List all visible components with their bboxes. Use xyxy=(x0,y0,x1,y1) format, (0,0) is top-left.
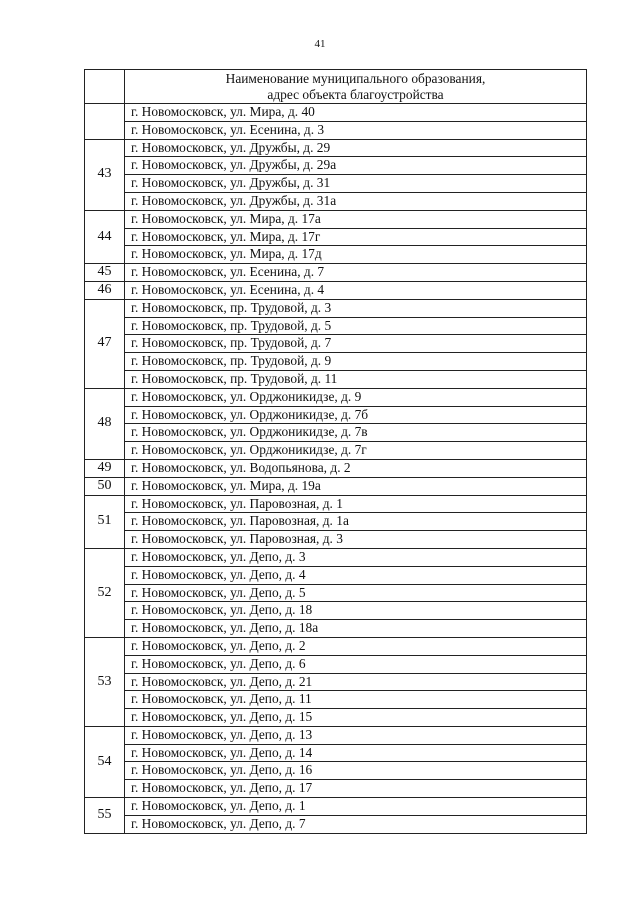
address-cell: г. Новомосковск, ул. Депо, д. 4 xyxy=(125,566,587,584)
address-cell: г. Новомосковск, ул. Орджоникидзе, д. 9 xyxy=(125,388,587,406)
address-cell: г. Новомосковск, ул. Депо, д. 15 xyxy=(125,709,587,727)
address-cell: г. Новомосковск, ул. Есенина, д. 4 xyxy=(125,281,587,299)
page-number: 41 xyxy=(314,38,326,50)
address-cell: г. Новомосковск, ул. Депо, д. 17 xyxy=(125,780,587,798)
address-cell: г. Новомосковск, ул. Мира, д. 17г xyxy=(125,228,587,246)
item-number: 46 xyxy=(85,281,125,299)
table-row xyxy=(85,566,587,584)
table-row xyxy=(85,726,587,744)
table-row xyxy=(85,762,587,780)
address-cell: г. Новомосковск, ул. Депо, д. 2 xyxy=(125,637,587,655)
table-row xyxy=(85,798,587,816)
table-row xyxy=(85,175,587,193)
table-row xyxy=(85,709,587,727)
address-cell: г. Новомосковск, ул. Депо, д. 16 xyxy=(125,762,587,780)
table-header-row xyxy=(85,70,587,104)
address-cell: г. Новомосковск, ул. Депо, д. 18 xyxy=(125,602,587,620)
address-cell: г. Новомосковск, ул. Депо, д. 1 xyxy=(125,798,587,816)
address-cell: г. Новомосковск, ул. Депо, д. 6 xyxy=(125,655,587,673)
table-row xyxy=(85,655,587,673)
table-row xyxy=(85,264,587,282)
address-cell: г. Новомосковск, ул. Орджоникидзе, д. 7в xyxy=(125,424,587,442)
address-cell: г. Новомосковск, ул. Есенина, д. 7 xyxy=(125,264,587,282)
address-cell: г. Новомосковск, ул. Мира, д. 17а xyxy=(125,210,587,228)
table-row xyxy=(85,317,587,335)
table-row xyxy=(85,228,587,246)
address-cell: г. Новомосковск, ул. Паровозная, д. 1 xyxy=(125,495,587,513)
address-cell: г. Новомосковск, ул. Депо, д. 13 xyxy=(125,726,587,744)
item-number: 54 xyxy=(85,726,125,797)
item-number xyxy=(85,104,125,140)
address-cell: г. Новомосковск, ул. Дружбы, д. 29а xyxy=(125,157,587,175)
table-row xyxy=(85,513,587,531)
item-number: 45 xyxy=(85,264,125,282)
address-cell: г. Новомосковск, ул. Мира, д. 19а xyxy=(125,477,587,495)
item-number: 47 xyxy=(85,299,125,388)
table-row xyxy=(85,246,587,264)
item-number: 55 xyxy=(85,798,125,834)
table-row xyxy=(85,210,587,228)
table-row xyxy=(85,531,587,549)
table-row xyxy=(85,157,587,175)
address-cell: г. Новомосковск, ул. Депо, д. 11 xyxy=(125,691,587,709)
address-cell: г. Новомосковск, пр. Трудовой, д. 11 xyxy=(125,370,587,388)
table-row xyxy=(85,815,587,833)
address-cell: г. Новомосковск, ул. Депо, д. 3 xyxy=(125,548,587,566)
address-cell: г. Новомосковск, ул. Паровозная, д. 3 xyxy=(125,531,587,549)
item-number: 49 xyxy=(85,459,125,477)
table-row xyxy=(85,388,587,406)
address-cell: г. Новомосковск, ул. Есенина, д. 3 xyxy=(125,121,587,139)
item-number: 52 xyxy=(85,548,125,637)
address-cell: г. Новомосковск, ул. Депо, д. 14 xyxy=(125,744,587,762)
table-row xyxy=(85,477,587,495)
table-row xyxy=(85,192,587,210)
address-cell: г. Новомосковск, пр. Трудовой, д. 7 xyxy=(125,335,587,353)
address-cell: г. Новомосковск, ул. Орджоникидзе, д. 7б xyxy=(125,406,587,424)
address-cell: г. Новомосковск, ул. Дружбы, д. 29 xyxy=(125,139,587,157)
item-number: 50 xyxy=(85,477,125,495)
table-row xyxy=(85,584,587,602)
table-row xyxy=(85,442,587,460)
table-row xyxy=(85,353,587,371)
address-cell: г. Новомосковск, ул. Водопьянова, д. 2 xyxy=(125,459,587,477)
address-cell: г. Новомосковск, ул. Депо, д. 21 xyxy=(125,673,587,691)
table-row xyxy=(85,620,587,638)
item-number: 48 xyxy=(85,388,125,459)
address-cell: г. Новомосковск, ул. Депо, д. 5 xyxy=(125,584,587,602)
table-row xyxy=(85,780,587,798)
address-cell: г. Новомосковск, ул. Депо, д. 7 xyxy=(125,815,587,833)
item-number: 53 xyxy=(85,637,125,726)
number-column-header xyxy=(85,70,125,104)
table-row xyxy=(85,673,587,691)
table-row xyxy=(85,424,587,442)
address-cell: г. Новомосковск, ул. Дружбы, д. 31 xyxy=(125,175,587,193)
item-number: 51 xyxy=(85,495,125,548)
address-cell: г. Новомосковск, пр. Трудовой, д. 9 xyxy=(125,353,587,371)
address-column-header xyxy=(125,70,587,104)
address-cell: г. Новомосковск, пр. Трудовой, д. 3 xyxy=(125,299,587,317)
table-row xyxy=(85,299,587,317)
address-cell: г. Новомосковск, ул. Мира, д. 40 xyxy=(125,104,587,122)
address-table xyxy=(84,69,587,834)
table-row xyxy=(85,121,587,139)
table-row xyxy=(85,744,587,762)
table-row xyxy=(85,281,587,299)
address-cell: г. Новомосковск, ул. Мира, д. 17д xyxy=(125,246,587,264)
address-cell: г. Новомосковск, пр. Трудовой, д. 5 xyxy=(125,317,587,335)
table-row xyxy=(85,602,587,620)
header-line-1: Наименование муниципального образования, xyxy=(225,71,486,86)
item-number: 43 xyxy=(85,139,125,210)
table-row xyxy=(85,495,587,513)
table-row xyxy=(85,691,587,709)
address-cell: г. Новомосковск, ул. Паровозная, д. 1а xyxy=(125,513,587,531)
item-number: 44 xyxy=(85,210,125,263)
table-row xyxy=(85,139,587,157)
address-cell: г. Новомосковск, ул. Депо, д. 18а xyxy=(125,620,587,638)
table-row xyxy=(85,370,587,388)
table-row xyxy=(85,406,587,424)
table-row xyxy=(85,548,587,566)
header-line-2: адрес объекта благоустройства xyxy=(267,87,444,102)
address-cell: г. Новомосковск, ул. Орджоникидзе, д. 7г xyxy=(125,442,587,460)
table-row xyxy=(85,637,587,655)
table-row xyxy=(85,104,587,122)
table-row xyxy=(85,459,587,477)
table-body xyxy=(85,104,587,834)
table-row xyxy=(85,335,587,353)
address-cell: г. Новомосковск, ул. Дружбы, д. 31а xyxy=(125,192,587,210)
